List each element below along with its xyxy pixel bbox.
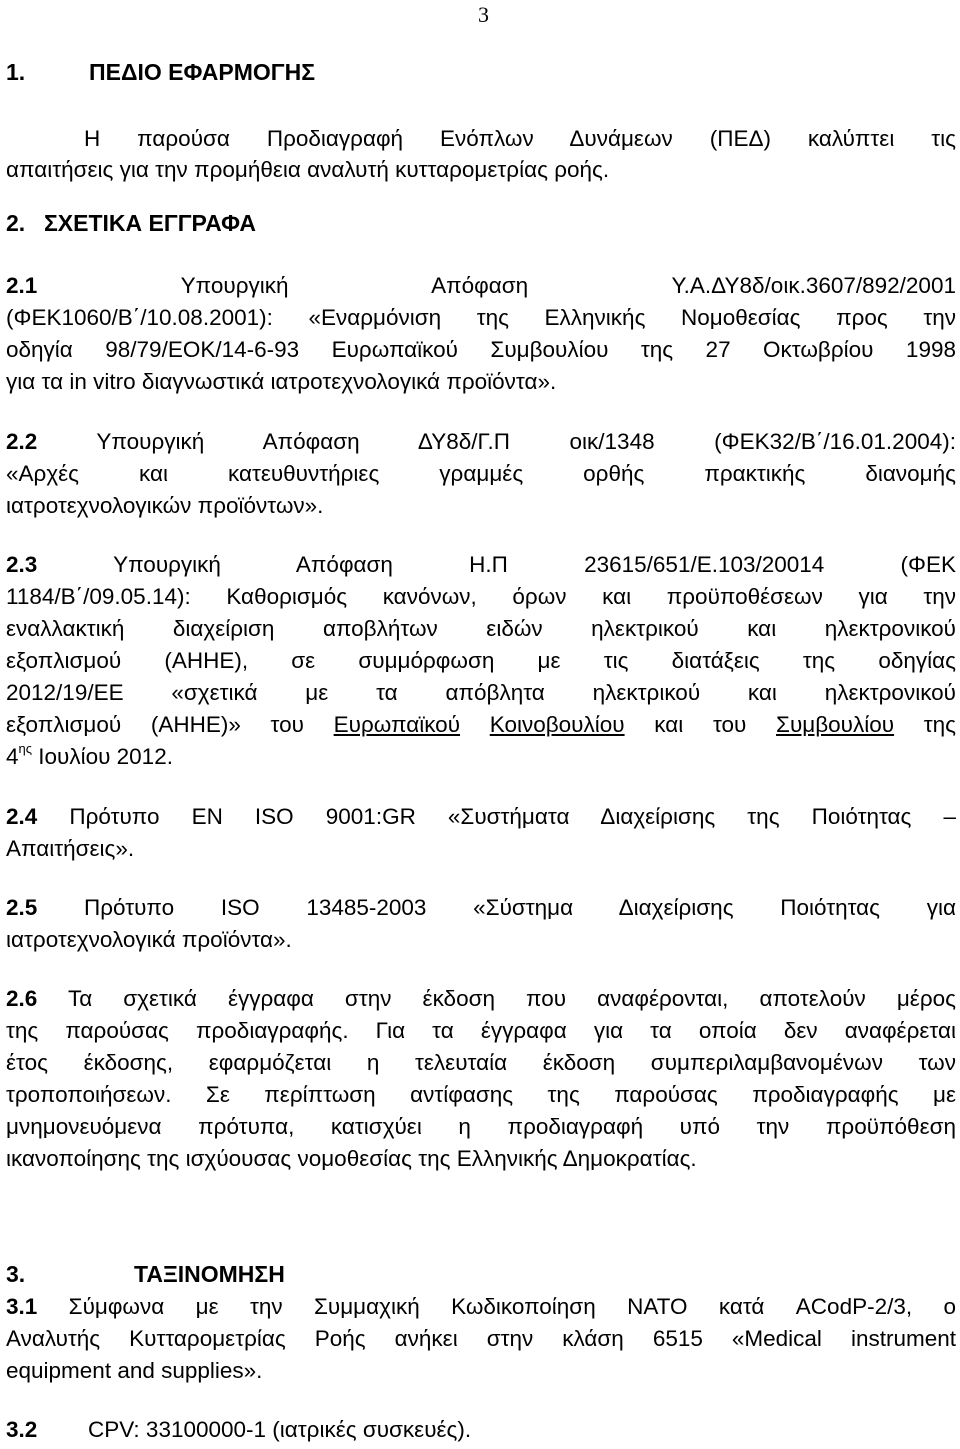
section-3-title: ΤΑΞΙΝΟΜΗΣΗ — [134, 1261, 285, 1287]
section-2-number: 2. — [6, 210, 26, 236]
item-2-1-word-1: Υπουργική — [180, 273, 289, 298]
item-2-3-line-7-ordinal: ης — [18, 740, 33, 756]
item-2-3-line-6-part-c — [460, 712, 490, 737]
item-2-6-line-5: μνημονευόμενα πρότυπα, κατισχύει η προδιαγραφή υπό την προϋπόθεση — [6, 1114, 956, 1139]
item-2-6-line-1 — [6, 983, 956, 1015]
section-1-line-2: απαιτήσεις για την προμήθεια αναλυτή κυτταρομετρίας ροής. — [6, 157, 610, 182]
item-2-6-line-2: της παρούσας προδιαγραφής. Για τα έγγραφα για τα οποία δεν αναφέρεται — [6, 1018, 956, 1043]
item-2-5-line-2: ιατροτεχνολογικά προϊόντα». — [6, 927, 292, 952]
item-2-6-text-1: Τα σχετικά έγγραφα στην έκδοση που αναφέρονται, αποτελούν μέρος — [67, 986, 956, 1011]
item-2-4-number: 2.4 — [6, 804, 38, 829]
section-2-heading — [6, 208, 956, 240]
section-1-line-1: Η παρούσα Προδιαγραφή Ενόπλων Δυνάμεων (ΠΕΔ) καλύπτει τις — [84, 126, 956, 151]
item-2-3-line-6-part-b: Ευρωπαϊκού — [333, 712, 461, 737]
item-3-2-number: 3.2 — [6, 1417, 38, 1442]
item-3-1-number: 3.1 — [6, 1294, 38, 1319]
item-2-1-line-1 — [6, 270, 956, 302]
item-2-3-text-1: Υπουργική Απόφαση Η.Π 23615/651/Ε.103/20014 (ΦΕΚ — [113, 552, 956, 577]
item-2-4-text-1: Πρότυπο ΕΝ ISO 9001:GR «Συστήματα Διαχείρισης της Ποιότητας – — [69, 804, 956, 829]
item-2-5-line-1 — [6, 892, 956, 924]
item-2-3-line-6-part-a: εξοπλισμού (ΑΗΗΕ)» του — [6, 712, 334, 737]
item-2-3-line-6-part-f: Συμβουλίου — [776, 712, 895, 737]
item-2-6-number: 2.6 — [6, 986, 38, 1011]
item-2-6-line-6: ικανοποίησης της ισχύουσας νομοθεσίας της Ελληνικής Δημοκρατίας. — [6, 1146, 697, 1171]
section-1-title: ΠΕΔΙΟ ΕΦΑΡΜΟΓΗΣ — [89, 59, 315, 85]
item-3-1-line-1 — [6, 1291, 956, 1323]
section-3-number: 3. — [6, 1261, 26, 1287]
item-2-3-line-7-rest: Ιουλίου 2012. — [32, 744, 173, 769]
document-page — [6, 0, 956, 1449]
item-2-2-line-3: ιατροτεχνολογικών προϊόντων». — [6, 493, 324, 518]
item-2-3-line-6-part-e: και του — [624, 712, 777, 737]
item-2-3-line-7 — [6, 741, 956, 773]
item-2-1-number: 2.1 — [6, 273, 38, 298]
item-2-3-line-7-day: 4 — [6, 744, 19, 769]
item-2-5-number: 2.5 — [6, 895, 38, 920]
item-2-3-line-3: εναλλακτική διαχείριση αποβλήτων ειδών ηλεκτρικού και ηλεκτρονικού — [6, 616, 956, 641]
item-2-2-line-2: «Αρχές και κατευθυντήριες γραμμές ορθής πρακτικής διανομής — [6, 461, 956, 486]
item-2-2-line-1 — [6, 426, 956, 458]
item-2-1-line-3: οδηγία 98/79/ΕΟΚ/14-6-93 Ευρωπαϊκού Συμβουλίου της 27 Οκτωβρίου 1998 — [6, 337, 956, 362]
item-2-3-number: 2.3 — [6, 552, 38, 577]
item-2-3-line-5: 2012/19/ΕΕ «σχετικά με τα απόβλητα ηλεκτρικού και ηλεκτρονικού — [6, 680, 956, 705]
section-3-heading — [6, 1259, 956, 1291]
item-3-1-text-1: Σύμφωνα με την Συμμαχική Κωδικοποίηση ΝΑΤΟ κατά ACodP-2/3, ο — [68, 1294, 956, 1319]
section-2-title: ΣΧΕΤΙΚΑ ΕΓΓΡΑΦΑ — [44, 210, 257, 236]
item-2-3-line-6-part-d: Κοινοβουλίου — [489, 712, 625, 737]
item-2-1-line-2: (ΦΕΚ1060/Β΄/10.08.2001): «Εναρμόνιση της Ελληνικής Νομοθεσίας προς την — [6, 305, 956, 330]
item-2-1-line-4: για τα in vitro διαγνωστικά ιατροτεχνολογικά προϊόντα». — [6, 369, 557, 394]
section-1-number: 1. — [6, 59, 26, 85]
page-number: 3 — [478, 2, 489, 27]
item-2-2-number: 2.2 — [6, 429, 38, 454]
item-2-6-line-4: τροποποιήσεων. Σε περίπτωση αντίφασης της παρούσας προδιαγραφής με — [6, 1082, 956, 1107]
item-2-4-line-1 — [6, 801, 956, 833]
item-2-1-word-3: Υ.Α.ΔΥ8δ/οικ.3607/892/2001 — [671, 273, 956, 298]
item-2-6-line-3: έτος έκδοσης, εφαρμόζεται η τελευταία έκδοση συμπεριλαμβανομένων των — [6, 1050, 956, 1075]
item-3-1-line-3: equipment and supplies». — [6, 1358, 263, 1383]
item-2-3-line-6-part-g: της — [894, 712, 956, 737]
item-3-2-text-1: CPV: 33100000-1 (ιατρικές συσκευές). — [88, 1417, 472, 1442]
item-2-3-line-1 — [6, 549, 956, 581]
item-2-3-line-2: 1184/Β΄/09.05.14): Καθορισμός κανόνων, όρων και προϋποθέσεων για την — [6, 584, 956, 609]
item-2-3-line-4: εξοπλισμού (ΑΗΗΕ), σε συμμόρφωση με τις διατάξεις της οδηγίας — [6, 648, 956, 673]
item-2-5-text-1: Πρότυπο ISO 13485-2003 «Σύστημα Διαχείρισης Ποιότητας για — [84, 895, 956, 920]
item-2-3-line-6 — [6, 709, 956, 741]
item-2-2-text-1: Υπουργική Απόφαση ΔΥ8δ/Γ.Π οικ/1348 (ΦΕΚ32/Β΄/16.01.2004): — [96, 429, 956, 454]
section-1-heading — [6, 57, 956, 89]
item-3-2-line-1 — [6, 1414, 956, 1446]
item-2-1-word-2: Απόφαση — [431, 273, 529, 298]
item-3-1-line-2: Αναλυτής Κυτταρομετρίας Ροής ανήκει στην κλάση 6515 «Medical instrument — [6, 1326, 956, 1351]
item-2-4-line-2: Απαιτήσεις». — [6, 836, 135, 861]
